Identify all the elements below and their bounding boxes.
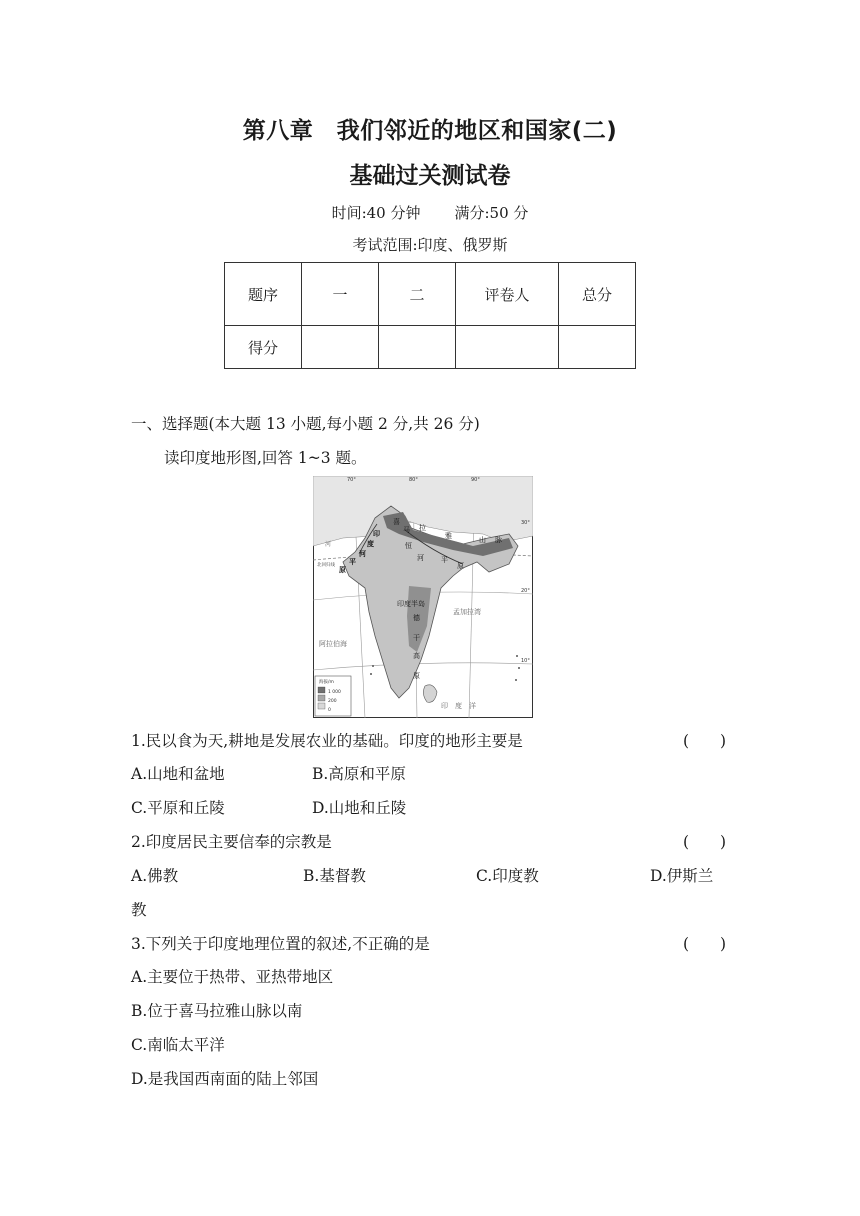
map-instruction: 读印度地形图,回答 1~3 题。 — [164, 449, 367, 467]
svg-text:干: 干 — [413, 634, 420, 642]
option-c[interactable]: C.平原和丘陵 — [131, 799, 225, 817]
option-d-wrap: 教 — [131, 901, 147, 919]
svg-text:1 000: 1 000 — [328, 690, 341, 695]
svg-text:10°: 10° — [521, 658, 530, 664]
svg-text:80°: 80° — [409, 477, 418, 483]
answer-blank[interactable]: ( ) — [683, 732, 727, 750]
score-header-cell: 二 — [379, 263, 456, 326]
svg-text:喜: 喜 — [393, 518, 400, 526]
svg-text:平: 平 — [441, 556, 448, 564]
svg-text:度: 度 — [367, 540, 374, 548]
option-b[interactable]: B.高原和平原 — [312, 765, 406, 783]
score-cell[interactable] — [559, 326, 636, 369]
score-cell[interactable] — [302, 326, 379, 369]
svg-text:雅: 雅 — [445, 532, 452, 540]
score-header-cell: 一 — [302, 263, 379, 326]
score-row-label: 得分 — [225, 326, 302, 369]
option-d[interactable]: D.是我国西南面的陆上邻国 — [131, 1070, 319, 1088]
exam-time: 时间:40 分钟 — [331, 204, 421, 222]
option-b[interactable]: B.基督教 — [303, 867, 366, 885]
option-d[interactable]: D.山地和丘陵 — [312, 799, 407, 817]
tropic-label: 北回归线 — [317, 563, 335, 568]
exam-full-score: 满分:50 分 — [454, 204, 529, 222]
svg-text:阿拉伯海: 阿拉伯海 — [319, 640, 347, 648]
svg-text:脉: 脉 — [495, 536, 502, 544]
svg-text:德: 德 — [413, 614, 420, 622]
option-a[interactable]: A.主要位于热带、亚热带地区 — [131, 968, 334, 986]
option-d[interactable]: D.伊斯兰 — [650, 867, 714, 885]
svg-text:山: 山 — [479, 536, 486, 544]
question-3-stem: 3.下列关于印度地理位置的叙述,不正确的是 — [131, 935, 430, 953]
answer-blank[interactable]: ( ) — [683, 935, 727, 953]
svg-text:30°: 30° — [521, 520, 530, 526]
svg-text:90°: 90° — [471, 477, 480, 483]
svg-text:海拔/m: 海拔/m — [319, 680, 334, 685]
page-title: 第八章 我们邻近的地区和国家(二) — [242, 118, 618, 144]
svg-text:0: 0 — [328, 708, 331, 713]
svg-text:河: 河 — [417, 554, 424, 562]
svg-text:原: 原 — [413, 672, 420, 680]
svg-text:高: 高 — [413, 652, 420, 660]
svg-text:70°: 70° — [347, 477, 356, 483]
option-c[interactable]: C.印度教 — [476, 867, 539, 885]
svg-text:原: 原 — [457, 562, 464, 570]
svg-text:原: 原 — [339, 566, 346, 574]
score-table — [224, 262, 636, 369]
svg-text:拉: 拉 — [419, 524, 426, 532]
svg-text:孟加拉湾: 孟加拉湾 — [453, 608, 481, 616]
answer-blank[interactable]: ( ) — [683, 833, 727, 851]
svg-text:印: 印 — [373, 530, 380, 538]
svg-text:印 度 洋: 印 度 洋 — [441, 702, 476, 710]
option-a[interactable]: A.佛教 — [131, 867, 179, 885]
svg-text:印度半岛: 印度半岛 — [397, 600, 425, 608]
svg-text:200: 200 — [328, 699, 337, 704]
score-cell[interactable] — [379, 326, 456, 369]
svg-text:20°: 20° — [521, 588, 530, 594]
section-heading: 一、选择题(本大题 13 小题,每小题 2 分,共 26 分) — [131, 415, 480, 433]
svg-text:恒: 恒 — [405, 542, 412, 550]
option-c[interactable]: C.南临太平洋 — [131, 1036, 225, 1054]
india-terrain-map — [313, 476, 533, 718]
exam-info — [0, 202, 860, 223]
svg-text:平: 平 — [349, 558, 356, 566]
option-b[interactable]: B.位于喜马拉雅山脉以南 — [131, 1002, 303, 1020]
question-2-stem: 2.印度居民主要信奉的宗教是 — [131, 833, 332, 851]
svg-text:马: 马 — [403, 526, 410, 534]
score-header-cell: 总分 — [559, 263, 636, 326]
elevation-legend — [315, 676, 351, 716]
exam-scope: 考试范围:印度、俄罗斯 — [352, 236, 508, 254]
score-header-cell: 评卷人 — [456, 263, 559, 326]
svg-text:河: 河 — [359, 550, 366, 558]
page-subtitle: 基础过关测试卷 — [349, 163, 511, 189]
score-header-cell: 题序 — [225, 263, 302, 326]
score-cell[interactable] — [456, 326, 559, 369]
question-1-stem: 1.民以食为天,耕地是发展农业的基础。印度的地形主要是 — [131, 732, 523, 750]
option-a[interactable]: A.山地和盆地 — [131, 765, 225, 783]
river-label: 河 — [325, 541, 332, 548]
